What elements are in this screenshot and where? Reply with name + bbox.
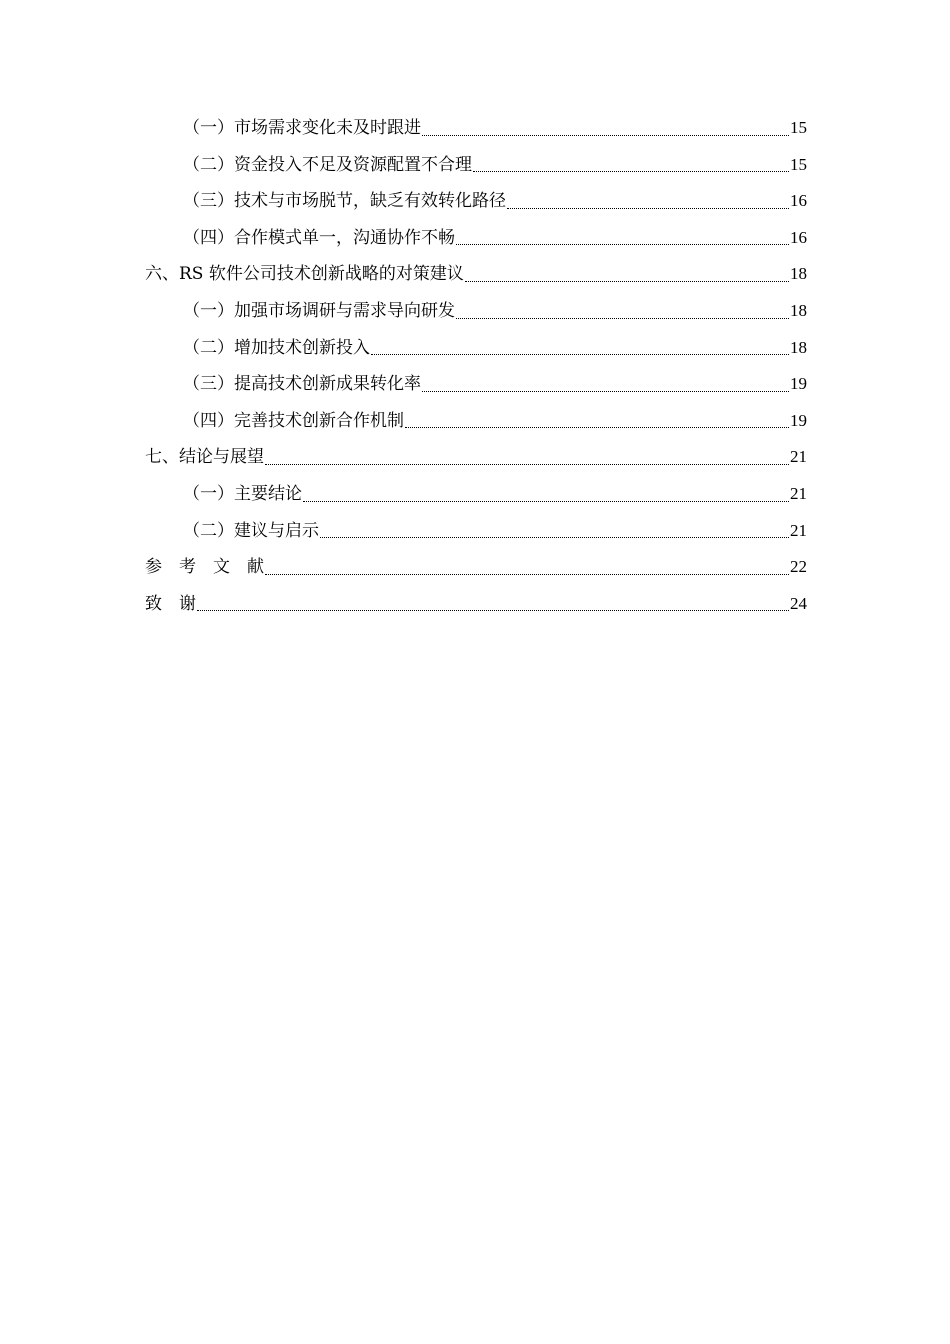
toc-entry-title: （二）资金投入不足及资源配置不合理 bbox=[183, 154, 472, 175]
toc-entry-title: 参 考 文 献 bbox=[145, 557, 264, 578]
table-of-contents bbox=[145, 110, 807, 622]
toc-dot-leader bbox=[197, 609, 789, 611]
toc-entry[interactable] bbox=[145, 220, 807, 257]
toc-entry-title: （四）合作模式单一，沟通协作不畅 bbox=[183, 227, 455, 248]
toc-entry-title: （一）主要结论 bbox=[183, 483, 302, 504]
toc-entry[interactable] bbox=[145, 330, 807, 367]
toc-entry-page: 21 bbox=[790, 447, 807, 467]
toc-references-entry[interactable] bbox=[145, 549, 807, 586]
toc-entry-title: （三）提高技术创新成果转化率 bbox=[183, 374, 421, 395]
toc-dot-leader bbox=[405, 426, 789, 428]
toc-entry-page: 24 bbox=[790, 593, 807, 613]
toc-dot-leader bbox=[465, 280, 789, 282]
toc-entry[interactable] bbox=[145, 293, 807, 330]
toc-entry[interactable] bbox=[145, 183, 807, 220]
toc-acknowledgements-entry[interactable] bbox=[145, 586, 807, 623]
toc-entry-page: 16 bbox=[790, 191, 807, 211]
toc-entry-page: 19 bbox=[790, 410, 807, 430]
toc-dot-leader bbox=[473, 170, 789, 172]
toc-chapter-entry[interactable] bbox=[145, 256, 807, 293]
toc-entry-page: 15 bbox=[790, 154, 807, 174]
toc-entry-page: 21 bbox=[790, 520, 807, 540]
toc-entry-page: 22 bbox=[790, 557, 807, 577]
toc-dot-leader bbox=[507, 207, 789, 209]
toc-entry[interactable] bbox=[145, 147, 807, 184]
toc-entry[interactable] bbox=[145, 110, 807, 147]
toc-entry-page: 21 bbox=[790, 483, 807, 503]
toc-entry-title: （一）市场需求变化未及时跟进 bbox=[183, 118, 421, 138]
toc-chapter-entry[interactable] bbox=[145, 439, 807, 476]
toc-entry-title: （四）完善技术创新合作机制 bbox=[183, 410, 404, 431]
toc-entry-title: （三）技术与市场脱节，缺乏有效转化路径 bbox=[183, 191, 506, 212]
toc-entry-title: （二）建议与启示 bbox=[183, 520, 319, 541]
toc-entry[interactable] bbox=[145, 513, 807, 550]
toc-entry-page: 18 bbox=[790, 300, 807, 320]
toc-dot-leader bbox=[371, 353, 789, 355]
toc-entry[interactable] bbox=[145, 476, 807, 513]
toc-dot-leader bbox=[265, 573, 789, 575]
toc-entry[interactable] bbox=[145, 403, 807, 440]
toc-dot-leader bbox=[456, 243, 789, 245]
toc-dot-leader bbox=[456, 317, 789, 319]
toc-dot-leader bbox=[422, 390, 789, 392]
toc-dot-leader bbox=[320, 536, 789, 538]
toc-entry-page: 18 bbox=[790, 264, 807, 284]
toc-entry-title: 六、RS 软件公司技术创新战略的对策建议 bbox=[145, 264, 464, 285]
toc-entry-title: （一）加强市场调研与需求导向研发 bbox=[183, 300, 455, 321]
toc-entry-title: 七、结论与展望 bbox=[145, 447, 264, 468]
toc-entry-page: 16 bbox=[790, 227, 807, 247]
toc-dot-leader bbox=[303, 500, 789, 502]
toc-entry-title: （二）增加技术创新投入 bbox=[183, 337, 370, 358]
toc-entry-page: 19 bbox=[790, 374, 807, 394]
toc-dot-leader bbox=[265, 463, 789, 465]
toc-dot-leader bbox=[422, 134, 789, 136]
toc-entry[interactable] bbox=[145, 366, 807, 403]
toc-entry-page: 15 bbox=[790, 118, 807, 137]
toc-entry-page: 18 bbox=[790, 337, 807, 357]
toc-entry-title: 致 谢 bbox=[145, 593, 196, 614]
